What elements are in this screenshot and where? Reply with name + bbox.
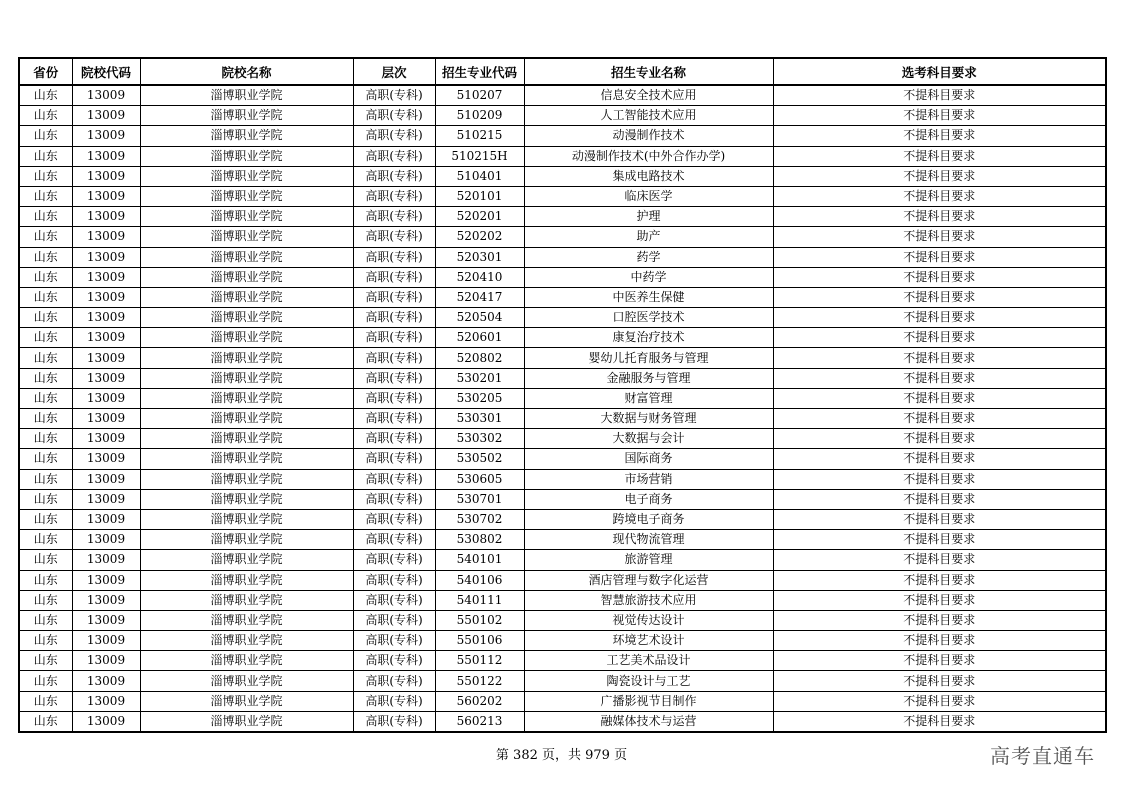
- cell-school-code: 13009: [72, 207, 140, 227]
- cell-major-code: 510207: [435, 85, 524, 106]
- cell-major-code: 560213: [435, 711, 524, 732]
- cell-school-name: 淄博职业学院: [140, 509, 353, 529]
- cell-level: 高职(专科): [353, 207, 435, 227]
- cell-subject-requirement: 不提科目要求: [773, 671, 1106, 691]
- cell-major-name: 跨境电子商务: [524, 509, 773, 529]
- header-row: [19, 58, 1106, 85]
- cell-province: 山东: [19, 610, 72, 630]
- cell-subject-requirement: 不提科目要求: [773, 348, 1106, 368]
- cell-major-name: 国际商务: [524, 449, 773, 469]
- cell-major-code: 530502: [435, 449, 524, 469]
- cell-subject-requirement: 不提科目要求: [773, 166, 1106, 186]
- cell-major-code: 530702: [435, 509, 524, 529]
- table-row: [19, 85, 1106, 106]
- cell-school-name: 淄博职业学院: [140, 691, 353, 711]
- table-row: [19, 409, 1106, 429]
- cell-school-name: 淄博职业学院: [140, 429, 353, 449]
- cell-school-name: 淄博职业学院: [140, 126, 353, 146]
- cell-level: 高职(专科): [353, 328, 435, 348]
- table-row: [19, 247, 1106, 267]
- table-row: [19, 590, 1106, 610]
- cell-major-code: 550122: [435, 671, 524, 691]
- header-school-code: 院校代码: [72, 58, 140, 85]
- cell-level: 高职(专科): [353, 550, 435, 570]
- cell-level: 高职(专科): [353, 146, 435, 166]
- cell-school-name: 淄博职业学院: [140, 85, 353, 106]
- page-number: 第 382 页，共 979 页: [495, 748, 628, 763]
- cell-level: 高职(专科): [353, 651, 435, 671]
- cell-school-name: 淄博职业学院: [140, 711, 353, 732]
- watermark-text: 高考直通车: [990, 744, 1095, 768]
- table-body: [19, 85, 1106, 732]
- cell-level: 高职(专科): [353, 509, 435, 529]
- cell-level: 高职(专科): [353, 227, 435, 247]
- cell-subject-requirement: 不提科目要求: [773, 570, 1106, 590]
- cell-major-name: 信息安全技术应用: [524, 85, 773, 106]
- cell-subject-requirement: 不提科目要求: [773, 106, 1106, 126]
- cell-level: 高职(专科): [353, 267, 435, 287]
- cell-level: 高职(专科): [353, 186, 435, 206]
- cell-school-name: 淄博职业学院: [140, 651, 353, 671]
- table-row: [19, 631, 1106, 651]
- cell-school-code: 13009: [72, 489, 140, 509]
- cell-school-code: 13009: [72, 227, 140, 247]
- cell-subject-requirement: 不提科目要求: [773, 489, 1106, 509]
- cell-major-name: 金融服务与管理: [524, 368, 773, 388]
- cell-major-name: 工艺美术品设计: [524, 651, 773, 671]
- cell-level: 高职(专科): [353, 368, 435, 388]
- cell-province: 山东: [19, 550, 72, 570]
- cell-level: 高职(专科): [353, 469, 435, 489]
- cell-major-code: 510401: [435, 166, 524, 186]
- cell-level: 高职(专科): [353, 530, 435, 550]
- cell-province: 山东: [19, 691, 72, 711]
- cell-school-name: 淄博职业学院: [140, 610, 353, 630]
- cell-major-code: 520202: [435, 227, 524, 247]
- table-row: [19, 267, 1106, 287]
- cell-school-code: 13009: [72, 530, 140, 550]
- cell-major-code: 520504: [435, 308, 524, 328]
- cell-province: 山东: [19, 227, 72, 247]
- cell-province: 山东: [19, 469, 72, 489]
- cell-school-name: 淄博职业学院: [140, 590, 353, 610]
- cell-province: 山东: [19, 711, 72, 732]
- cell-school-name: 淄博职业学院: [140, 267, 353, 287]
- cell-school-code: 13009: [72, 85, 140, 106]
- cell-major-name: 视觉传达设计: [524, 610, 773, 630]
- cell-school-name: 淄博职业学院: [140, 449, 353, 469]
- cell-level: 高职(专科): [353, 711, 435, 732]
- table-row: [19, 388, 1106, 408]
- cell-school-code: 13009: [72, 146, 140, 166]
- cell-school-code: 13009: [72, 126, 140, 146]
- table-row: [19, 348, 1106, 368]
- cell-subject-requirement: 不提科目要求: [773, 388, 1106, 408]
- table-row: [19, 308, 1106, 328]
- cell-subject-requirement: 不提科目要求: [773, 287, 1106, 307]
- table-row: [19, 368, 1106, 388]
- cell-major-code: 510215H: [435, 146, 524, 166]
- cell-major-code: 520410: [435, 267, 524, 287]
- cell-subject-requirement: 不提科目要求: [773, 711, 1106, 732]
- cell-major-name: 婴幼儿托育服务与管理: [524, 348, 773, 368]
- cell-subject-requirement: 不提科目要求: [773, 449, 1106, 469]
- cell-province: 山东: [19, 287, 72, 307]
- cell-province: 山东: [19, 449, 72, 469]
- cell-major-code: 550112: [435, 651, 524, 671]
- cell-province: 山东: [19, 388, 72, 408]
- table-row: [19, 509, 1106, 529]
- cell-major-name: 大数据与会计: [524, 429, 773, 449]
- cell-school-name: 淄博职业学院: [140, 409, 353, 429]
- cell-school-code: 13009: [72, 308, 140, 328]
- table-row: [19, 610, 1106, 630]
- cell-school-code: 13009: [72, 247, 140, 267]
- cell-level: 高职(专科): [353, 388, 435, 408]
- table-row: [19, 711, 1106, 732]
- cell-level: 高职(专科): [353, 671, 435, 691]
- cell-province: 山东: [19, 166, 72, 186]
- cell-subject-requirement: 不提科目要求: [773, 146, 1106, 166]
- cell-province: 山东: [19, 146, 72, 166]
- table-row: [19, 287, 1106, 307]
- cell-school-code: 13009: [72, 509, 140, 529]
- cell-major-name: 酒店管理与数字化运营: [524, 570, 773, 590]
- cell-school-name: 淄博职业学院: [140, 287, 353, 307]
- cell-subject-requirement: 不提科目要求: [773, 308, 1106, 328]
- cell-province: 山东: [19, 631, 72, 651]
- cell-province: 山东: [19, 207, 72, 227]
- cell-school-name: 淄博职业学院: [140, 348, 353, 368]
- cell-major-name: 市场营销: [524, 469, 773, 489]
- cell-major-name: 口腔医学技术: [524, 308, 773, 328]
- cell-level: 高职(专科): [353, 106, 435, 126]
- table-row: [19, 671, 1106, 691]
- table-row: [19, 651, 1106, 671]
- cell-school-name: 淄博职业学院: [140, 328, 353, 348]
- cell-major-code: 550102: [435, 610, 524, 630]
- cell-major-name: 助产: [524, 227, 773, 247]
- cell-school-name: 淄博职业学院: [140, 489, 353, 509]
- cell-major-code: 540101: [435, 550, 524, 570]
- cell-level: 高职(专科): [353, 610, 435, 630]
- cell-major-name: 陶瓷设计与工艺: [524, 671, 773, 691]
- cell-major-name: 集成电路技术: [524, 166, 773, 186]
- cell-major-name: 临床医学: [524, 186, 773, 206]
- table-row: [19, 227, 1106, 247]
- cell-school-name: 淄博职业学院: [140, 469, 353, 489]
- cell-subject-requirement: 不提科目要求: [773, 590, 1106, 610]
- cell-major-name: 动漫制作技术: [524, 126, 773, 146]
- cell-level: 高职(专科): [353, 590, 435, 610]
- cell-major-code: 510215: [435, 126, 524, 146]
- admissions-table: [18, 57, 1107, 733]
- cell-province: 山东: [19, 429, 72, 449]
- cell-school-code: 13009: [72, 691, 140, 711]
- cell-subject-requirement: 不提科目要求: [773, 247, 1106, 267]
- cell-school-name: 淄博职业学院: [140, 671, 353, 691]
- cell-major-code: 520601: [435, 328, 524, 348]
- cell-major-name: 电子商务: [524, 489, 773, 509]
- cell-province: 山东: [19, 126, 72, 146]
- cell-province: 山东: [19, 509, 72, 529]
- cell-school-code: 13009: [72, 570, 140, 590]
- cell-subject-requirement: 不提科目要求: [773, 85, 1106, 106]
- cell-major-name: 动漫制作技术(中外合作办学): [524, 146, 773, 166]
- table-row: [19, 126, 1106, 146]
- cell-level: 高职(专科): [353, 429, 435, 449]
- table-row: [19, 570, 1106, 590]
- cell-school-code: 13009: [72, 429, 140, 449]
- cell-province: 山东: [19, 85, 72, 106]
- cell-subject-requirement: 不提科目要求: [773, 530, 1106, 550]
- cell-subject-requirement: 不提科目要求: [773, 469, 1106, 489]
- cell-subject-requirement: 不提科目要求: [773, 691, 1106, 711]
- cell-school-code: 13009: [72, 287, 140, 307]
- cell-major-name: 大数据与财务管理: [524, 409, 773, 429]
- cell-province: 山东: [19, 590, 72, 610]
- cell-major-code: 520301: [435, 247, 524, 267]
- cell-school-name: 淄博职业学院: [140, 207, 353, 227]
- table-row: [19, 146, 1106, 166]
- cell-school-name: 淄博职业学院: [140, 530, 353, 550]
- cell-major-name: 现代物流管理: [524, 530, 773, 550]
- cell-subject-requirement: 不提科目要求: [773, 267, 1106, 287]
- cell-major-name: 环境艺术设计: [524, 631, 773, 651]
- cell-school-name: 淄博职业学院: [140, 368, 353, 388]
- cell-level: 高职(专科): [353, 287, 435, 307]
- cell-province: 山东: [19, 489, 72, 509]
- cell-level: 高职(专科): [353, 409, 435, 429]
- cell-school-code: 13009: [72, 368, 140, 388]
- cell-major-code: 530605: [435, 469, 524, 489]
- cell-school-code: 13009: [72, 186, 140, 206]
- cell-major-name: 融媒体技术与运营: [524, 711, 773, 732]
- cell-school-code: 13009: [72, 631, 140, 651]
- cell-school-code: 13009: [72, 348, 140, 368]
- cell-major-code: 550106: [435, 631, 524, 651]
- table-row: [19, 166, 1106, 186]
- cell-major-code: 560202: [435, 691, 524, 711]
- cell-province: 山东: [19, 186, 72, 206]
- cell-school-name: 淄博职业学院: [140, 308, 353, 328]
- cell-major-code: 520201: [435, 207, 524, 227]
- cell-school-name: 淄博职业学院: [140, 631, 353, 651]
- cell-major-code: 530205: [435, 388, 524, 408]
- header-school-name: 院校名称: [140, 58, 353, 85]
- cell-major-code: 520802: [435, 348, 524, 368]
- cell-subject-requirement: 不提科目要求: [773, 328, 1106, 348]
- header-level: 层次: [353, 58, 435, 85]
- table-row: [19, 449, 1106, 469]
- cell-subject-requirement: 不提科目要求: [773, 227, 1106, 247]
- table-row: [19, 469, 1106, 489]
- cell-school-name: 淄博职业学院: [140, 388, 353, 408]
- cell-major-code: 540111: [435, 590, 524, 610]
- header-major-name: 招生专业名称: [524, 58, 773, 85]
- cell-level: 高职(专科): [353, 348, 435, 368]
- table-row: [19, 106, 1106, 126]
- cell-subject-requirement: 不提科目要求: [773, 186, 1106, 206]
- table-row: [19, 186, 1106, 206]
- cell-school-code: 13009: [72, 711, 140, 732]
- cell-province: 山东: [19, 409, 72, 429]
- cell-subject-requirement: 不提科目要求: [773, 509, 1106, 529]
- cell-subject-requirement: 不提科目要求: [773, 368, 1106, 388]
- cell-major-name: 中药学: [524, 267, 773, 287]
- cell-major-name: 人工智能技术应用: [524, 106, 773, 126]
- cell-school-code: 13009: [72, 388, 140, 408]
- cell-level: 高职(专科): [353, 449, 435, 469]
- header-province: 省份: [19, 58, 72, 85]
- cell-major-name: 护理: [524, 207, 773, 227]
- cell-province: 山东: [19, 247, 72, 267]
- cell-school-name: 淄博职业学院: [140, 247, 353, 267]
- header-subject-requirement: 选考科目要求: [773, 58, 1106, 85]
- cell-level: 高职(专科): [353, 247, 435, 267]
- cell-subject-requirement: 不提科目要求: [773, 207, 1106, 227]
- table-row: [19, 328, 1106, 348]
- cell-province: 山东: [19, 308, 72, 328]
- cell-school-code: 13009: [72, 328, 140, 348]
- cell-major-name: 旅游管理: [524, 550, 773, 570]
- cell-subject-requirement: 不提科目要求: [773, 651, 1106, 671]
- cell-major-code: 520417: [435, 287, 524, 307]
- cell-school-code: 13009: [72, 550, 140, 570]
- cell-level: 高职(专科): [353, 85, 435, 106]
- cell-major-name: 药学: [524, 247, 773, 267]
- cell-major-name: 广播影视节目制作: [524, 691, 773, 711]
- cell-level: 高职(专科): [353, 570, 435, 590]
- table-row: [19, 429, 1106, 449]
- table-row: [19, 691, 1106, 711]
- table-row: [19, 530, 1106, 550]
- cell-subject-requirement: 不提科目要求: [773, 631, 1106, 651]
- cell-level: 高职(专科): [353, 126, 435, 146]
- cell-province: 山东: [19, 368, 72, 388]
- cell-province: 山东: [19, 348, 72, 368]
- cell-school-code: 13009: [72, 267, 140, 287]
- cell-major-name: 智慧旅游技术应用: [524, 590, 773, 610]
- cell-school-name: 淄博职业学院: [140, 146, 353, 166]
- cell-subject-requirement: 不提科目要求: [773, 550, 1106, 570]
- cell-major-code: 540106: [435, 570, 524, 590]
- cell-school-code: 13009: [72, 671, 140, 691]
- cell-province: 山东: [19, 530, 72, 550]
- cell-subject-requirement: 不提科目要求: [773, 126, 1106, 146]
- cell-school-code: 13009: [72, 469, 140, 489]
- cell-school-code: 13009: [72, 106, 140, 126]
- cell-major-code: 530701: [435, 489, 524, 509]
- cell-level: 高职(专科): [353, 691, 435, 711]
- cell-school-code: 13009: [72, 590, 140, 610]
- cell-province: 山东: [19, 106, 72, 126]
- cell-major-code: 530302: [435, 429, 524, 449]
- cell-level: 高职(专科): [353, 166, 435, 186]
- cell-subject-requirement: 不提科目要求: [773, 610, 1106, 630]
- cell-subject-requirement: 不提科目要求: [773, 409, 1106, 429]
- cell-school-name: 淄博职业学院: [140, 227, 353, 247]
- cell-level: 高职(专科): [353, 308, 435, 328]
- cell-province: 山东: [19, 651, 72, 671]
- cell-school-code: 13009: [72, 449, 140, 469]
- cell-school-name: 淄博职业学院: [140, 186, 353, 206]
- cell-level: 高职(专科): [353, 631, 435, 651]
- cell-major-name: 财富管理: [524, 388, 773, 408]
- cell-major-code: 530802: [435, 530, 524, 550]
- cell-province: 山东: [19, 570, 72, 590]
- cell-school-code: 13009: [72, 166, 140, 186]
- cell-school-code: 13009: [72, 610, 140, 630]
- cell-school-name: 淄博职业学院: [140, 550, 353, 570]
- cell-school-name: 淄博职业学院: [140, 106, 353, 126]
- cell-major-code: 510209: [435, 106, 524, 126]
- cell-major-code: 530201: [435, 368, 524, 388]
- cell-major-code: 520101: [435, 186, 524, 206]
- cell-school-name: 淄博职业学院: [140, 166, 353, 186]
- cell-province: 山东: [19, 671, 72, 691]
- cell-school-code: 13009: [72, 409, 140, 429]
- cell-school-code: 13009: [72, 651, 140, 671]
- cell-major-code: 530301: [435, 409, 524, 429]
- cell-major-name: 中医养生保健: [524, 287, 773, 307]
- table-header: [19, 58, 1106, 85]
- cell-province: 山东: [19, 267, 72, 287]
- header-major-code: 招生专业代码: [435, 58, 524, 85]
- table-row: [19, 489, 1106, 509]
- cell-school-name: 淄博职业学院: [140, 570, 353, 590]
- cell-province: 山东: [19, 328, 72, 348]
- cell-level: 高职(专科): [353, 489, 435, 509]
- cell-subject-requirement: 不提科目要求: [773, 429, 1106, 449]
- table-row: [19, 550, 1106, 570]
- table-row: [19, 207, 1106, 227]
- cell-major-name: 康复治疗技术: [524, 328, 773, 348]
